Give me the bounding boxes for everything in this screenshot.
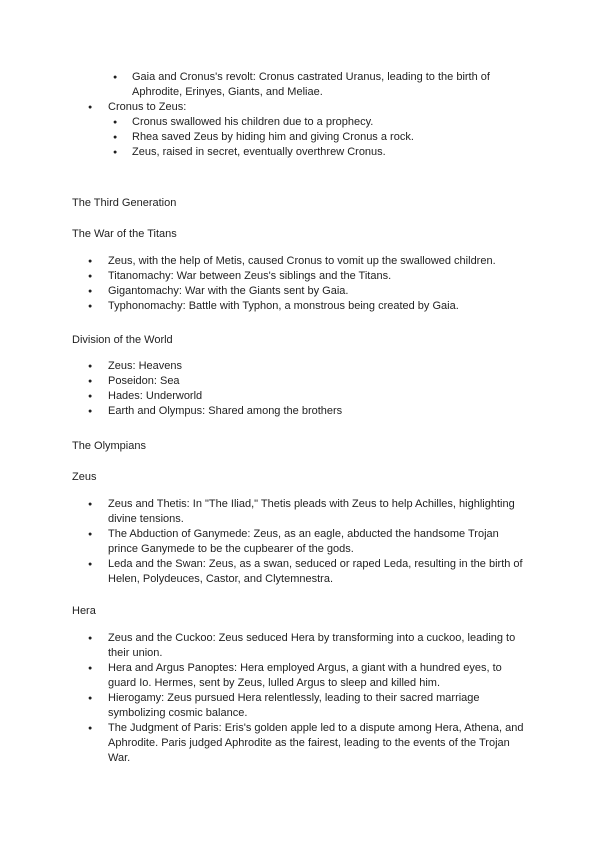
section-heading: Hera [72, 605, 96, 617]
list-item: ● Gigantomachy: War with the Giants sent by Gaia. [73, 284, 528, 299]
list-item: ● Zeus, with the help of Metis, caused Cronus to vomit up the swallowed children. [73, 254, 528, 269]
list-item: ● Leda and the Swan: Zeus, as a swan, seduced or raped Leda, resulting in the birth of Helen, Polydeuces, Castor, and Clytemnestra. [73, 557, 528, 587]
list-item: ● Zeus, raised in secret, eventually overthrew Cronus. [98, 145, 532, 160]
list-item: ● Gaia and Cronus's revolt: Cronus castrated Uranus, leading to the birth of Aphrodite, Erinyes, Giants, and Meliae. [98, 70, 532, 100]
section-heading: The Third Generation [72, 197, 177, 209]
list-item: ● Rhea saved Zeus by hiding him and giving Cronus a rock. [98, 130, 532, 145]
list-item: ● Zeus and Thetis: In "The Iliad," Thetis pleads with Zeus to help Achilles, highlighting divine tensions. [73, 497, 528, 527]
list-item: ● The Abduction of Ganymede: Zeus, as an eagle, abducted the handsome Trojan prince Ganymede to be the cupbearer of the gods. [73, 527, 528, 557]
list-item: ● Zeus: Heavens [73, 359, 528, 374]
zeus-list [0, 497, 600, 587]
list-item: ● Cronus swallowed his children due to a prophecy. [98, 115, 532, 130]
list-item: ● Typhonomachy: Battle with Typhon, a monstrous being created by Gaia. [73, 299, 528, 314]
war-of-titans-list [0, 254, 600, 314]
list-item: ● Zeus and the Cuckoo: Zeus seduced Hera by transforming into a cuckoo, leading to their union. [73, 631, 528, 661]
list-item: ● The Judgment of Paris: Eris's golden apple led to a dispute among Hera, Athena, and Aphrodite. Paris judged Aphrodite as the fairest, leading to the events of the Trojan War. [73, 721, 528, 766]
cronus-to-zeus-list [0, 100, 600, 160]
hera-list [0, 631, 600, 766]
section-heading: The War of the Titans [72, 228, 177, 240]
section-heading: The Olympians [72, 440, 146, 452]
list-item: ● Hierogamy: Zeus pursued Hera relentlessly, leading to their sacred marriage symbolizing cosmic balance. [73, 691, 528, 721]
list-item: ● Titanomachy: War between Zeus's siblings and the Titans. [73, 269, 528, 284]
division-list [0, 359, 600, 419]
list-item: ● Earth and Olympus: Shared among the brothers [73, 404, 528, 419]
list-item: ● Poseidon: Sea [73, 374, 528, 389]
list-item: ● Cronus to Zeus: [73, 100, 528, 115]
list-item: ● Hera and Argus Panoptes: Hera employed Argus, a giant with a hundred eyes, to guard Io. Hermes, sent by Zeus, lulled Argus to sleep and killed him. [73, 661, 528, 691]
intro-nested-list [0, 70, 600, 100]
section-heading: Zeus [72, 471, 97, 483]
section-heading: Division of the World [72, 334, 173, 346]
list-item: ● Hades: Underworld [73, 389, 528, 404]
